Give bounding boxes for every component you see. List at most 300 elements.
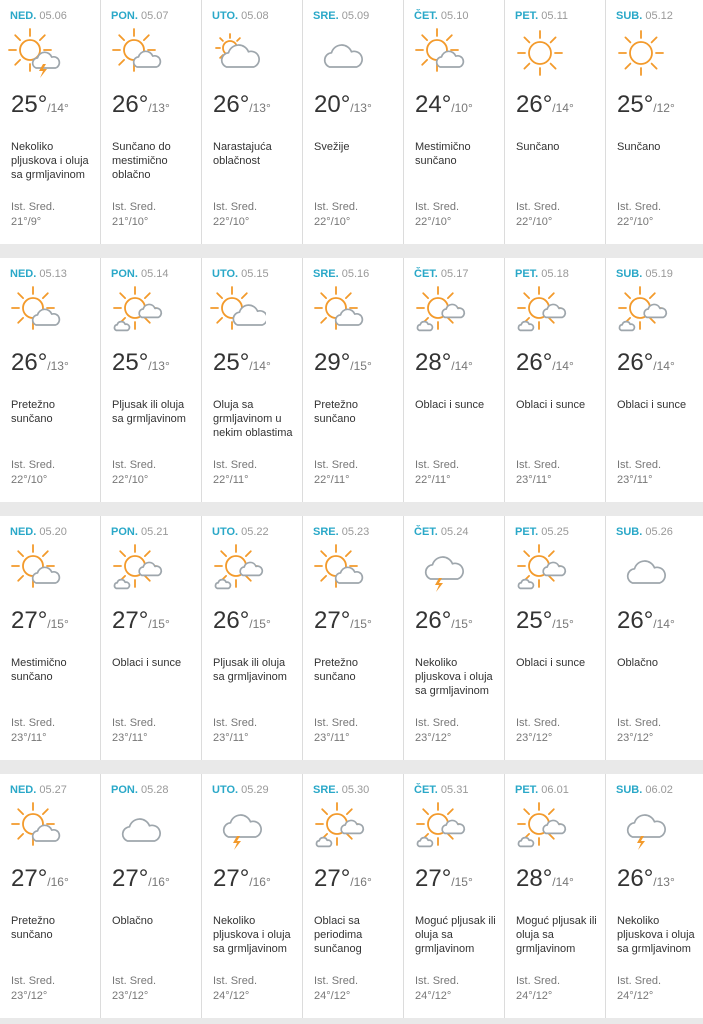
temperature (112, 349, 170, 377)
avg-label: Ist. Sred. (314, 717, 359, 729)
day-cell[interactable] (202, 774, 303, 1018)
historical-average (617, 200, 661, 230)
temperature (516, 349, 574, 377)
weather-description: Mestimično sunčano (415, 141, 471, 167)
historical-average (516, 716, 560, 746)
avg-label: Ist. Sred. (415, 459, 460, 471)
historical-average (213, 716, 257, 746)
week-row (0, 258, 703, 502)
low-temp: /15° (350, 359, 372, 373)
low-temp: /15° (249, 617, 271, 631)
day-of-week: ČET. (414, 784, 438, 796)
temperature (516, 91, 574, 119)
day-date: 06.02 (645, 784, 673, 796)
weather-description: Oblačno (112, 915, 153, 927)
high-temp: 26° (617, 607, 654, 634)
day-header (212, 526, 302, 539)
day-date: 05.15 (241, 268, 269, 280)
temperature (415, 607, 473, 635)
low-temp: /15° (451, 875, 473, 889)
high-temp: 25° (516, 607, 553, 634)
avg-value: 23°/11° (213, 732, 249, 744)
day-date: 05.25 (541, 526, 569, 538)
avg-label: Ist. Sred. (314, 459, 359, 471)
avg-value: 24°/12° (617, 990, 654, 1002)
avg-value: 22°/11° (415, 474, 451, 486)
sun-cloud-icon (410, 28, 468, 78)
historical-average (213, 458, 257, 488)
avg-label: Ist. Sred. (415, 717, 460, 729)
historical-average (11, 458, 55, 488)
high-temp: 26° (112, 91, 149, 118)
low-temp: /14° (47, 101, 69, 115)
low-temp: /14° (653, 617, 675, 631)
day-date: 05.21 (140, 526, 169, 538)
temperature (617, 91, 675, 119)
day-cell[interactable] (101, 774, 202, 1018)
high-temp: 27° (112, 865, 149, 892)
temperature (314, 865, 372, 893)
weather-description: Pljusak ili oluja sa grmljavinom (112, 399, 186, 425)
low-temp: /14° (451, 359, 473, 373)
avg-value: 23°/12° (415, 732, 452, 744)
day-cell[interactable] (404, 0, 505, 244)
avg-label: Ist. Sred. (213, 975, 258, 987)
historical-average (213, 974, 257, 1004)
day-date: 05.12 (645, 10, 673, 22)
avg-label: Ist. Sred. (415, 201, 460, 213)
high-temp: 25° (112, 349, 149, 376)
high-temp: 24° (415, 91, 452, 118)
day-date: 05.11 (541, 10, 569, 22)
temperature (112, 607, 170, 635)
day-of-week: PON. (111, 526, 138, 538)
cloud-icon (612, 544, 670, 594)
weather-description: Oblaci sa periodima sunčanog (314, 915, 363, 955)
historical-average (112, 200, 156, 230)
day-cell[interactable] (404, 774, 505, 1018)
sun-icon (511, 28, 569, 78)
low-temp: /14° (552, 875, 574, 889)
day-cell[interactable] (0, 774, 101, 1018)
high-temp: 26° (11, 349, 48, 376)
day-of-week: NED. (10, 268, 37, 280)
day-header (616, 526, 703, 539)
day-date: 05.17 (440, 268, 469, 280)
day-header (111, 268, 201, 281)
day-date: 05.28 (140, 784, 169, 796)
weather-description: Oluja sa grmljavinom u nekim oblastima (213, 399, 293, 439)
avg-value: 21°/10° (112, 216, 149, 228)
temperature (617, 865, 675, 893)
historical-average (415, 974, 459, 1004)
high-temp: 26° (213, 607, 250, 634)
historical-average (213, 200, 257, 230)
day-header (616, 10, 703, 23)
day-of-week: NED. (10, 526, 37, 538)
weather-description: Nekoliko pljuskova i oluja sa grmljavinom (213, 915, 291, 955)
historical-average (617, 458, 661, 488)
day-of-week: SUB. (616, 784, 643, 796)
day-date: 05.30 (341, 784, 370, 796)
high-temp: 26° (213, 91, 250, 118)
day-date: 05.10 (440, 10, 469, 22)
avg-label: Ist. Sred. (112, 201, 157, 213)
day-cell[interactable] (606, 516, 703, 760)
day-header (414, 10, 504, 23)
weather-description: Oblaci i sunce (415, 399, 485, 411)
historical-average (112, 974, 156, 1004)
historical-average (314, 974, 358, 1004)
low-temp: /16° (148, 875, 170, 889)
avg-label: Ist. Sred. (314, 975, 359, 987)
temperature (415, 91, 473, 119)
avg-value: 24°/12° (516, 990, 553, 1002)
avg-value: 24°/12° (213, 990, 250, 1002)
avg-label: Ist. Sred. (112, 975, 157, 987)
temperature (11, 607, 69, 635)
avg-value: 23°/12° (516, 732, 553, 744)
day-header (515, 784, 605, 797)
week-row (0, 516, 703, 760)
day-of-week: UTO. (212, 526, 239, 538)
low-temp: /14° (653, 359, 675, 373)
avg-value: 23°/11° (11, 732, 47, 744)
sun-clouds-icon (208, 544, 266, 594)
high-temp: 26° (516, 91, 553, 118)
temperature (213, 349, 271, 377)
day-cell[interactable] (101, 0, 202, 244)
sun-cloud-icon (309, 544, 367, 594)
historical-average (112, 716, 156, 746)
weather-description: Svežije (314, 141, 350, 153)
day-header (111, 784, 201, 797)
day-header (10, 268, 100, 281)
avg-label: Ist. Sred. (213, 717, 258, 729)
day-cell[interactable] (505, 774, 606, 1018)
day-cell[interactable] (101, 516, 202, 760)
weather-description: Nekoliko pljuskova i oluja sa grmljavinom (617, 915, 695, 955)
temperature (11, 349, 69, 377)
day-header (616, 268, 703, 281)
low-temp: /13° (47, 359, 69, 373)
day-date: 05.23 (341, 526, 370, 538)
temperature (213, 91, 271, 119)
weather-description: Pretežno sunčano (314, 399, 359, 425)
weather-description: Mestimično sunčano (11, 657, 67, 683)
sun-cloud-lightning-icon (6, 28, 64, 78)
temperature (516, 607, 574, 635)
day-cell[interactable] (101, 258, 202, 502)
low-temp: /15° (47, 617, 69, 631)
cloud-lightning-icon (208, 802, 266, 852)
day-of-week: SUB. (616, 10, 643, 22)
day-of-week: PET. (515, 784, 539, 796)
day-date: 05.31 (440, 784, 469, 796)
sun-cloud-icon (6, 802, 64, 852)
avg-value: 22°/10° (415, 216, 452, 228)
weather-description: Nekoliko pljuskova i oluja sa grmljavinom (11, 141, 89, 181)
avg-value: 22°/11° (314, 474, 350, 486)
day-of-week: SUB. (616, 526, 643, 538)
high-temp: 27° (11, 607, 48, 634)
historical-average (11, 200, 55, 230)
day-cell[interactable] (202, 0, 303, 244)
high-temp: 26° (617, 865, 654, 892)
low-temp: /13° (249, 101, 271, 115)
day-of-week: ČET. (414, 10, 438, 22)
sun-clouds-icon (107, 544, 165, 594)
avg-label: Ist. Sred. (516, 717, 561, 729)
avg-value: 23°/12° (112, 990, 149, 1002)
historical-average (617, 974, 661, 1004)
avg-value: 24°/12° (314, 990, 351, 1002)
historical-average (516, 974, 560, 1004)
day-cell[interactable] (505, 0, 606, 244)
historical-average (516, 458, 560, 488)
high-temp: 26° (617, 349, 654, 376)
low-temp: /14° (249, 359, 271, 373)
day-of-week: SUB. (616, 268, 643, 280)
day-of-week: NED. (10, 10, 37, 22)
high-temp: 25° (617, 91, 654, 118)
high-temp: 27° (314, 607, 351, 634)
day-date: 05.22 (241, 526, 269, 538)
day-header (212, 268, 302, 281)
high-temp: 26° (516, 349, 553, 376)
low-temp: /13° (148, 101, 170, 115)
high-temp: 27° (415, 865, 452, 892)
day-date: 05.24 (440, 526, 469, 538)
avg-label: Ist. Sred. (617, 717, 662, 729)
avg-value: 23°/12° (617, 732, 654, 744)
temperature (617, 607, 675, 635)
day-date: 05.27 (39, 784, 67, 796)
day-header (515, 10, 605, 23)
temperature (415, 865, 473, 893)
day-of-week: NED. (10, 784, 37, 796)
weather-description: Oblačno (617, 657, 658, 669)
sun-clouds-icon (107, 286, 165, 336)
low-temp: /15° (451, 617, 473, 631)
historical-average (415, 458, 459, 488)
sun-cloud-icon (309, 286, 367, 336)
avg-label: Ist. Sred. (617, 201, 662, 213)
sun-clouds-icon (511, 544, 569, 594)
high-temp: 26° (415, 607, 452, 634)
temperature (112, 865, 170, 893)
high-temp: 28° (516, 865, 553, 892)
day-cell[interactable] (0, 258, 101, 502)
day-of-week: SRE. (313, 784, 339, 796)
day-of-week: PON. (111, 10, 138, 22)
high-temp: 25° (213, 349, 250, 376)
low-temp: /16° (249, 875, 271, 889)
avg-value: 23°/11° (617, 474, 653, 486)
weather-description: Oblaci i sunce (516, 399, 586, 411)
day-of-week: PON. (111, 268, 138, 280)
day-cell[interactable] (303, 516, 404, 760)
avg-label: Ist. Sred. (617, 975, 662, 987)
avg-value: 22°/10° (112, 474, 149, 486)
weather-description: Sunčano do mestimično oblačno (112, 141, 171, 181)
avg-value: 22°/10° (314, 216, 351, 228)
day-date: 05.08 (241, 10, 269, 22)
sun-clouds-icon (309, 802, 367, 852)
historical-average (11, 716, 55, 746)
day-cell[interactable] (404, 516, 505, 760)
day-date: 05.19 (645, 268, 673, 280)
sun-clouds-icon (511, 802, 569, 852)
day-header (515, 526, 605, 539)
day-of-week: PON. (111, 784, 138, 796)
avg-label: Ist. Sred. (516, 975, 561, 987)
weather-description: Pljusak ili oluja sa grmljavinom (213, 657, 287, 683)
avg-label: Ist. Sred. (314, 201, 359, 213)
day-header (616, 784, 703, 797)
avg-label: Ist. Sred. (112, 459, 157, 471)
day-cell[interactable] (303, 774, 404, 1018)
weather-description: Nekoliko pljuskova i oluja sa grmljavinom (415, 657, 493, 697)
week-row (0, 774, 703, 1018)
day-date: 05.16 (341, 268, 370, 280)
temperature (314, 91, 372, 119)
day-cell[interactable] (303, 0, 404, 244)
day-cell[interactable] (404, 258, 505, 502)
day-header (212, 10, 302, 23)
day-cell[interactable] (202, 258, 303, 502)
cloud-sun-small-icon (208, 28, 266, 78)
day-header (111, 10, 201, 23)
avg-label: Ist. Sred. (11, 975, 56, 987)
sun-icon (612, 28, 670, 78)
avg-label: Ist. Sred. (11, 459, 56, 471)
day-cell[interactable] (0, 516, 101, 760)
cloud-icon (309, 28, 367, 78)
avg-value: 22°/10° (617, 216, 654, 228)
day-cell[interactable] (505, 516, 606, 760)
week-row (0, 0, 703, 244)
temperature (314, 349, 372, 377)
high-temp: 28° (415, 349, 452, 376)
historical-average (516, 200, 560, 230)
high-temp: 27° (11, 865, 48, 892)
day-of-week: PET. (515, 10, 539, 22)
low-temp: /15° (148, 617, 170, 631)
day-date: 05.29 (241, 784, 269, 796)
day-header (313, 784, 403, 797)
day-of-week: SRE. (313, 526, 339, 538)
day-cell[interactable] (505, 258, 606, 502)
historical-average (314, 716, 358, 746)
avg-value: 21°/9° (11, 216, 42, 228)
day-cell[interactable] (606, 0, 703, 244)
day-of-week: PET. (515, 268, 539, 280)
weather-description: Moguć pljusak ili oluja sa grmljavinom (415, 915, 496, 955)
day-date: 06.01 (541, 784, 569, 796)
day-of-week: UTO. (212, 268, 239, 280)
high-temp: 27° (314, 865, 351, 892)
cloud-lightning-icon (612, 802, 670, 852)
high-temp: 29° (314, 349, 351, 376)
historical-average (415, 200, 459, 230)
temperature (213, 865, 271, 893)
day-of-week: SRE. (313, 10, 339, 22)
low-temp: /16° (350, 875, 372, 889)
avg-value: 22°/10° (213, 216, 250, 228)
day-date: 05.26 (645, 526, 673, 538)
sun-clouds-icon (410, 802, 468, 852)
day-cell[interactable] (303, 258, 404, 502)
weather-description: Pretežno sunčano (314, 657, 359, 683)
avg-label: Ist. Sred. (112, 717, 157, 729)
weather-description: Oblaci i sunce (516, 657, 586, 669)
sun-cloud-icon (6, 286, 64, 336)
day-header (414, 784, 504, 797)
temperature (11, 865, 69, 893)
avg-label: Ist. Sred. (11, 717, 56, 729)
high-temp: 20° (314, 91, 351, 118)
avg-label: Ist. Sred. (213, 459, 258, 471)
weather-description: Pretežno sunčano (11, 399, 56, 425)
day-date: 05.09 (341, 10, 370, 22)
day-date: 05.07 (140, 10, 169, 22)
day-of-week: UTO. (212, 784, 239, 796)
day-cell[interactable] (606, 258, 703, 502)
day-of-week: ČET. (414, 526, 438, 538)
day-date: 05.18 (541, 268, 569, 280)
day-cell[interactable] (202, 516, 303, 760)
high-temp: 27° (213, 865, 250, 892)
avg-label: Ist. Sred. (415, 975, 460, 987)
historical-average (314, 458, 358, 488)
avg-label: Ist. Sred. (617, 459, 662, 471)
sun-cloud-icon (6, 544, 64, 594)
day-header (414, 526, 504, 539)
low-temp: /14° (552, 101, 574, 115)
day-cell[interactable] (0, 0, 101, 244)
low-temp: /13° (653, 875, 675, 889)
low-temp: /15° (552, 617, 574, 631)
historical-average (314, 200, 358, 230)
avg-value: 22°/10° (11, 474, 48, 486)
low-temp: /10° (451, 101, 473, 115)
historical-average (11, 974, 55, 1004)
low-temp: /16° (47, 875, 69, 889)
historical-average (112, 458, 156, 488)
avg-value: 22°/11° (213, 474, 249, 486)
day-of-week: PET. (515, 526, 539, 538)
weather-description: Sunčano (617, 141, 661, 153)
weather-description: Oblaci i sunce (617, 399, 687, 411)
avg-label: Ist. Sred. (516, 201, 561, 213)
day-cell[interactable] (606, 774, 703, 1018)
avg-label: Ist. Sred. (11, 201, 56, 213)
temperature (11, 91, 69, 119)
cloud-lightning-icon (410, 544, 468, 594)
day-of-week: SRE. (313, 268, 339, 280)
high-temp: 27° (112, 607, 149, 634)
historical-average (415, 716, 459, 746)
temperature (415, 349, 473, 377)
high-temp: 25° (11, 91, 48, 118)
historical-average (617, 716, 661, 746)
day-date: 05.14 (140, 268, 169, 280)
day-header (414, 268, 504, 281)
day-header (212, 784, 302, 797)
sun-clouds-icon (511, 286, 569, 336)
weather-description: Moguć pljusak ili oluja sa grmljavinom (516, 915, 597, 955)
